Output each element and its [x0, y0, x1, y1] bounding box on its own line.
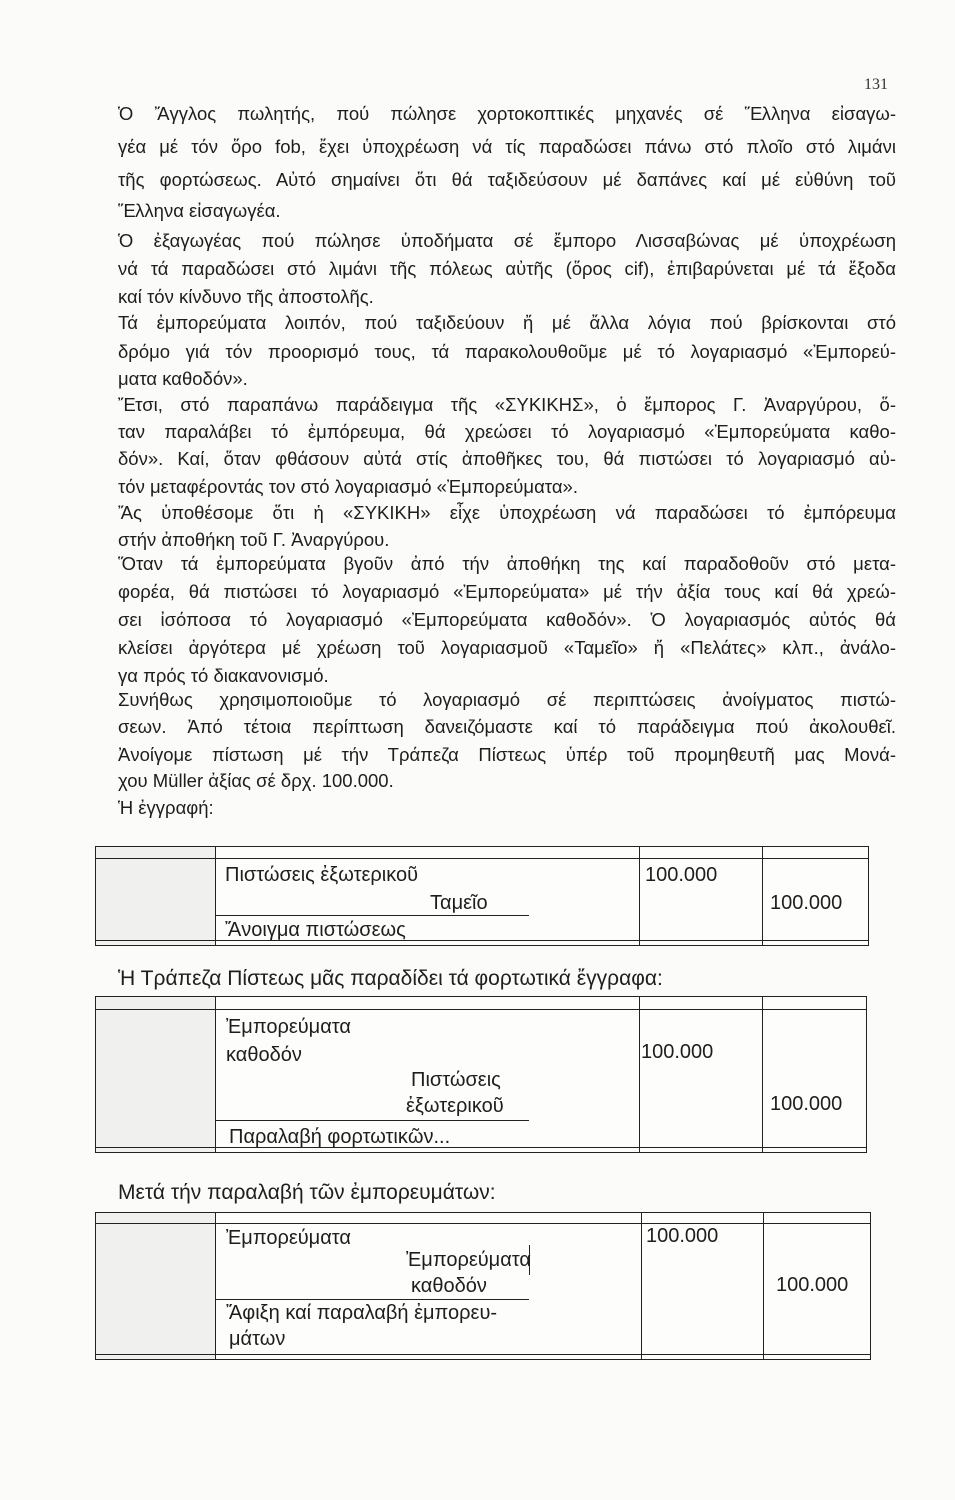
- entry-intro: Μετά τήν παραλαβή τῶν ἐμπορευμάτων:: [118, 1181, 496, 1204]
- debit-amount: 100.000: [641, 1041, 714, 1063]
- table-rule: [96, 858, 868, 859]
- date-column: [96, 1213, 215, 1359]
- credit-account: καθοδόν: [411, 1275, 487, 1297]
- text-line: σει ἰσόποσα τό λογαριασμό «Ἐμπορεύματα καθοδόν». Ὁ λογαριασμός αὐτός θά: [118, 609, 896, 630]
- debit-account: καθοδόν: [226, 1044, 302, 1066]
- text-line: Συνήθως χρησιμοποιοῦμε τό λογαριασμό σέ περιπτώσεις ἀνοίγματος πιστώ-: [118, 689, 896, 710]
- text-line: δόν». Καί, ὅταν φθάσουν αὐτά στίς ἀποθῆκες του, θά πιστώσει τό λογαριασμό αὐ-: [118, 448, 896, 469]
- text-line: Ἕλληνα εἰσαγωγέα.: [118, 200, 281, 221]
- text-line: τῆς φορτώσεως. Αὐτό σημαίνει ὅτι θά ταξιδεύσουν μέ δαπάνες καί μέ εὐθύνη τοῦ: [118, 169, 896, 190]
- text-line: τόν μεταφέροντάς τον στό λογαριασμό «Ἐμπορεύματα».: [118, 476, 578, 497]
- text-line: γα πρός τό διακανονισμό.: [118, 665, 329, 686]
- date-column: [96, 997, 215, 1152]
- text-line: Τά ἐμπορεύματα λοιπόν, πού ταξιδεύουν ἤ μέ ἄλλα λόγια πού βρίσκονται στό: [118, 312, 896, 333]
- journal-entry-table: [95, 1212, 871, 1360]
- table-rule: [96, 1147, 866, 1148]
- entry-intro: Ἡ Τράπεζα Πίστεως μᾶς παραδίδει τά φορτωτικά ἔγγραφα:: [118, 967, 663, 990]
- text-line: γέα μέ τόν ὅρο fob, ἔχει ὑποχρέωση νά τίς παραδώσει πάνω στό πλοῖο στό λιμάνι: [118, 136, 896, 157]
- explanation-rule: [215, 1120, 529, 1121]
- text-line: Ὁ ἐξαγωγέας πού πώλησε ὑποδήματα σέ ἔμπορο Λισσαβώνας μέ ὑποχρέωση: [118, 230, 896, 251]
- entry-explanation: Παραλαβή φορτωτικῶν...: [229, 1126, 451, 1148]
- text-line: Ἄς ὑποθέσομε ὅτι ἡ «ΣΥΚΙΚΗ» εἶχε ὑποχρέωση νά παραδώσει τό ἐμπόρευμα: [118, 502, 896, 523]
- text-line: Ὁ Ἄγγλος πωλητής, πού πώλησε χορτοκοπτικές μηχανές σέ Ἕλληνα εἰσαγω-: [118, 103, 896, 124]
- page-number: 131: [864, 76, 888, 93]
- entry-explanation: Ἄφιξη καί παραλαβή ἐμπορευ-: [226, 1302, 498, 1324]
- debit-account: Ἐμπορεύματα: [226, 1016, 351, 1038]
- journal-entry-table: [95, 996, 867, 1153]
- text-line: στήν ἀποθήκη τοῦ Γ. Ἀναργύρου.: [118, 529, 390, 550]
- table-rule: [96, 940, 868, 941]
- journal-entry-table: [95, 846, 869, 946]
- text-line: Ἔτσι, στό παραπάνω παράδειγμα τῆς «ΣΥΚΙΚΗΣ», ὁ ἔμπορος Γ. Ἀναργύρου, ὅ-: [118, 394, 896, 415]
- table-rule: [96, 1223, 870, 1224]
- column-divider: [215, 847, 216, 945]
- text-line: νά τά παραδώσει στό λιμάνι τῆς πόλεως αὐτῆς (ὅρος cif), ἐπιβαρύνεται μέ τά ἔξοδα: [118, 258, 896, 279]
- credit-account: Πιστώσεις: [411, 1069, 501, 1091]
- text-line: Ἀνοίγομε πίστωση μέ τήν Τράπεζα Πίστεως ὑπέρ τοῦ προμηθευτῆ μας Μονά-: [118, 744, 896, 765]
- column-divider: [762, 847, 763, 945]
- entry-explanation: Ἄνοιγμα πιστώσεως: [225, 919, 406, 941]
- column-divider: [215, 997, 216, 1152]
- text-line: φορέα, θά πιστώσει τό λογαριασμό «Ἐμπορεύματα» μέ τήν ἀξία τους καί θά χρεώ-: [118, 581, 896, 602]
- debit-amount: 100.000: [645, 864, 718, 886]
- credit-account: Ταμεῖο: [430, 892, 488, 914]
- text-line: χου Müller ἀξίας σέ δρχ. 100.000.: [118, 770, 394, 791]
- column-divider: [215, 1213, 216, 1359]
- text-line: καί τόν κίνδυνο τῆς ἀποστολῆς.: [118, 286, 374, 307]
- credit-amount: 100.000: [776, 1274, 849, 1296]
- explanation-rule: [215, 915, 529, 916]
- text-line: σεων. Ἀπό τέτοια περίπτωση δανειζόμαστε καί τό παράδειγμα πού ἀκολουθεῖ.: [118, 716, 896, 737]
- table-rule: [96, 1009, 866, 1010]
- credit-amount: 100.000: [770, 892, 843, 914]
- debit-account: Πιστώσεις ἐξωτερικοῦ: [225, 864, 419, 886]
- text-line: δρόμο γιά τόν προορισμό τους, τά παρακολουθοῦμε μέ τό λογαριασμό «Ἐμπορεύ-: [118, 341, 896, 362]
- table-rule: [96, 1354, 870, 1355]
- credit-amount: 100.000: [770, 1093, 843, 1115]
- column-divider: [641, 1213, 642, 1359]
- column-divider: [639, 997, 640, 1152]
- debit-account: Ἐμπορεύματα: [226, 1227, 351, 1249]
- column-divider: [639, 847, 640, 945]
- text-line: Ὅταν τά ἐμπορεύματα βγοῦν ἀπό τήν ἀποθήκη της καί παραδοθοῦν στό μετα-: [118, 553, 896, 574]
- entry-explanation: μάτων: [229, 1328, 286, 1350]
- debit-amount: 100.000: [646, 1225, 719, 1247]
- date-column: [96, 847, 215, 945]
- text-line: ματα καθοδόν».: [118, 368, 248, 389]
- text-line: ταν παραλάβει τό ἐμπόρευμα, θά χρεώσει τό λογαριασμό «Ἐμπορεύματα καθο-: [118, 421, 896, 442]
- column-divider: [763, 1213, 764, 1359]
- entry-heading: Ἡ ἐγγραφή:: [118, 797, 214, 818]
- credit-account: Ἐμπορεύματα: [406, 1249, 531, 1271]
- credit-account: ἐξωτερικοῦ: [406, 1095, 504, 1117]
- text-line: κλείσει ἀργότερα μέ χρέωση τοῦ λογαριασμοῦ «Ταμεῖο» ἤ «Πελάτες» κλπ., ἀνάλο-: [118, 637, 896, 658]
- column-divider: [762, 997, 763, 1152]
- explanation-rule: [215, 1299, 529, 1300]
